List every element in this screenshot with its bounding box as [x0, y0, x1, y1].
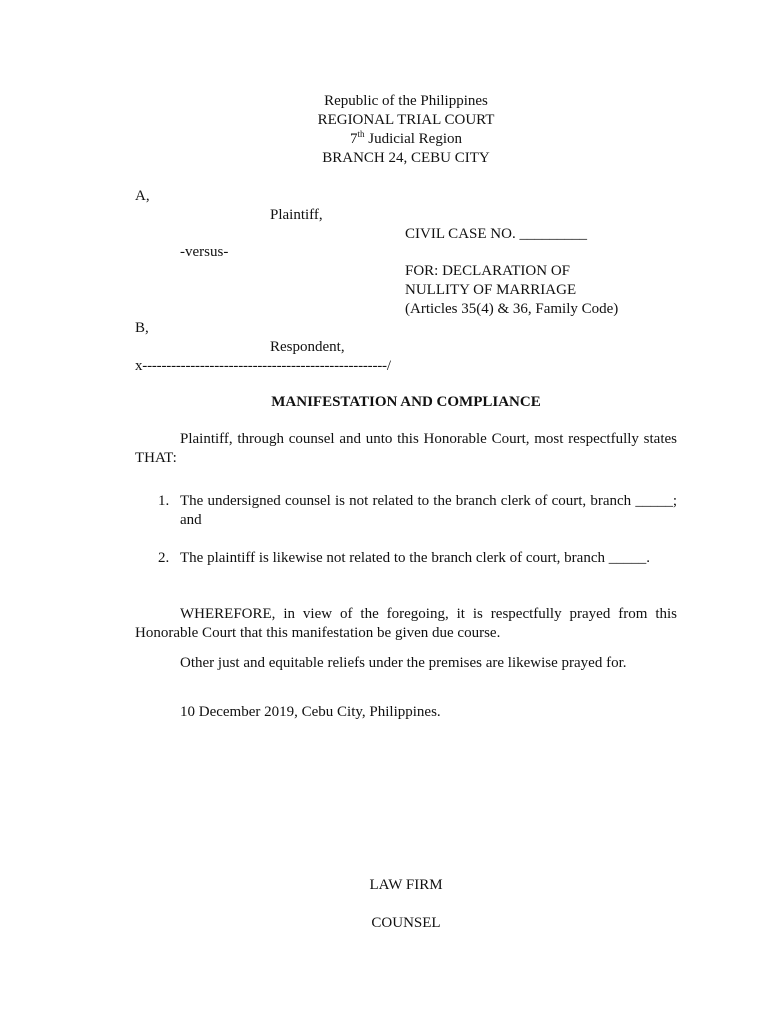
case-nature-line3: (Articles 35(4) & 36, Family Code) [405, 301, 619, 317]
region-ordinal-suffix: th [357, 129, 365, 139]
intro-paragraph: Plaintiff, through counsel and unto this Honorable Court, most respectfully states THAT: [135, 431, 677, 466]
counsel-label: COUNSEL [371, 915, 441, 931]
civil-case-number: CIVIL CASE NO. _________ [405, 226, 587, 242]
versus-label: -versus- [180, 244, 229, 260]
list-item-text: The plaintiff is likewise not related to the branch clerk of court, branch _____. [180, 550, 650, 566]
case-nature-line2: NULLITY OF MARRIAGE [405, 282, 577, 298]
list-item [135, 492, 677, 530]
list-item-number: 1. [158, 493, 170, 509]
region-ordinal: 7 [349, 131, 358, 147]
respondent-name: B, [135, 320, 149, 336]
header-region [0, 130, 768, 149]
list-item-text: The undersigned counsel is not related to the branch clerk of court, branch _____; and [180, 493, 677, 528]
respondent-label: Respondent, [270, 339, 345, 355]
plaintiff-label: Plaintiff, [270, 207, 323, 223]
law-firm-name: LAW FIRM [369, 877, 443, 893]
header-republic: Republic of the Philippines [324, 93, 488, 109]
list-item-number: 2. [158, 550, 170, 566]
caption-separator: x---------------------------------------------------/ [135, 358, 391, 374]
reliefs-paragraph: Other just and equitable reliefs under the premises are likewise prayed for. [180, 655, 627, 671]
region-label: Judicial Region [364, 131, 462, 147]
document-title: MANIFESTATION AND COMPLIANCE [271, 394, 541, 410]
date-place-line: 10 December 2019, Cebu City, Philippines. [180, 704, 441, 720]
wherefore-paragraph: WHEREFORE, in view of the foregoing, it is respectfully prayed from this Honorable Court that this manifestation be given due course. [135, 606, 677, 641]
list-item [135, 549, 677, 568]
header-court: REGIONAL TRIAL COURT [317, 112, 495, 128]
case-nature-line1: FOR: DECLARATION OF [405, 263, 571, 279]
header-branch: BRANCH 24, CEBU CITY [322, 150, 490, 166]
plaintiff-name: A, [135, 188, 150, 204]
